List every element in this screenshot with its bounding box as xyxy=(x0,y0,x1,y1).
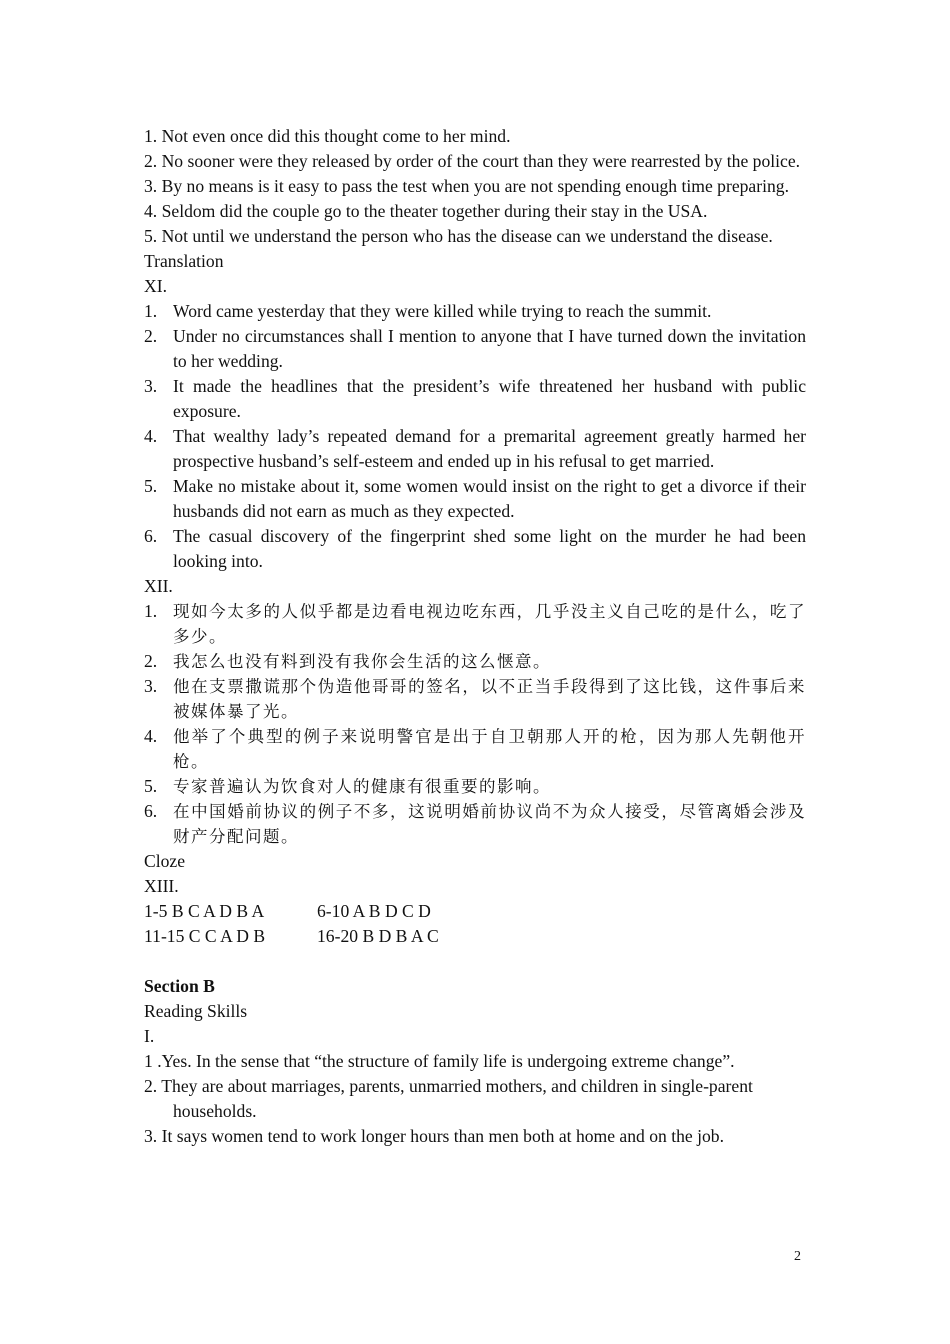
xii-item-number: 6. xyxy=(144,801,158,821)
xi-item-text: Under no circumstances shall I mention to anyone that I have turned down the invitation to her wedding. xyxy=(173,326,806,371)
xii-item-number: 4. xyxy=(144,726,158,746)
xi-item-number: 5. xyxy=(144,476,158,496)
blank-line xyxy=(144,949,806,974)
inversion-sentence-4: 4. Seldom did the couple go to the theater together during their stay in the USA. xyxy=(144,201,708,221)
xii-label: XII. xyxy=(144,576,173,596)
xi-item-text: Make no mistake about it, some women would insist on the right to get a divorce if their husbands did not earn as much as they expected. xyxy=(173,476,806,521)
xi-item-text: Word came yesterday that they were killed while trying to reach the summit. xyxy=(173,301,712,321)
xi-item xyxy=(144,374,806,424)
xii-item xyxy=(144,649,806,674)
translation-heading: Translation xyxy=(144,251,224,271)
xii-item-number: 1. xyxy=(144,601,158,621)
xi-item xyxy=(144,474,806,524)
inversion-sentence-2: 2. No sooner were they released by order of the court than they were rearrested by the police. xyxy=(144,151,801,171)
inversion-sentence-1: 1. Not even once did this thought come to her mind. xyxy=(144,126,511,146)
page-content xyxy=(144,124,806,1149)
xii-item xyxy=(144,724,806,774)
xi-item xyxy=(144,299,806,324)
xii-item xyxy=(144,674,806,724)
section-b-label: I. xyxy=(144,1026,155,1046)
cloze-answer-row xyxy=(144,899,806,924)
xi-item xyxy=(144,524,806,574)
xi-item xyxy=(144,324,806,374)
xii-item-number: 2. xyxy=(144,651,158,671)
xii-item xyxy=(144,799,806,849)
xiii-label: XIII. xyxy=(144,876,179,896)
xii-item-number: 3. xyxy=(144,676,158,696)
reading-answer-1: 1 .Yes. In the sense that “the structure of family life is undergoing extreme change”. xyxy=(144,1051,735,1071)
xi-item-text: That wealthy lady’s repeated demand for a premarital agreement greatly harmed her prospective husband’s self-esteem and ended up in his refusal to get married. xyxy=(173,426,806,471)
cloze-answers-left: 11-15 C C A D B xyxy=(144,926,266,946)
xi-item-number: 6. xyxy=(144,526,158,546)
cloze-answers-right: 16-20 B D B A C xyxy=(317,926,439,946)
cloze-answer-row xyxy=(144,924,806,949)
xii-item-text: 我怎么也没有料到没有我你会生活的这么惬意。 xyxy=(173,652,551,671)
section-b-title: Section B xyxy=(144,976,215,996)
xii-item-text: 在中国婚前协议的例子不多，这说明婚前协议尚不为众人接受，尽管离婚会涉及财产分配问题。 xyxy=(173,802,806,846)
cloze-answers-right: 6-10 A B D C D xyxy=(317,901,431,921)
cloze-heading: Cloze xyxy=(144,851,186,871)
xii-item-text: 他举了个典型的例子来说明警官是出于自卫朝那人开的枪，因为那人先朝他开枪。 xyxy=(173,727,806,771)
xii-item-text: 专家普遍认为饮食对人的健康有很重要的影响。 xyxy=(173,777,551,796)
xii-item xyxy=(144,599,806,649)
page-number: 2 xyxy=(794,1249,801,1264)
xii-item-number: 5. xyxy=(144,776,158,796)
xi-item-number: 3. xyxy=(144,376,158,396)
xii-item-text: 现如今太多的人似乎都是边看电视边吃东西，几乎没主义自己吃的是什么，吃了多少。 xyxy=(173,602,806,646)
inversion-sentence-5: 5. Not until we understand the person who has the disease can we understand the disease. xyxy=(144,226,773,246)
cloze-answers-left: 1-5 B C A D B A xyxy=(144,901,265,921)
reading-answer-2: 2. They are about marriages, parents, unmarried mothers, and children in single-parent households. xyxy=(144,1076,753,1121)
xi-item-number: 2. xyxy=(144,326,158,346)
xi-item-number: 1. xyxy=(144,301,158,321)
xi-item-text: It made the headlines that the president’s wife threatened her husband with public exposure. xyxy=(173,376,806,421)
xi-item-number: 4. xyxy=(144,426,158,446)
xii-item-text: 他在支票撒谎那个伪造他哥哥的签名，以不正当手段得到了这比钱，这件事后来被媒体暴了光。 xyxy=(173,677,806,721)
xii-item xyxy=(144,774,806,799)
reading-answer-3: 3. It says women tend to work longer hours than men both at home and on the job. xyxy=(144,1126,725,1146)
xi-item xyxy=(144,424,806,474)
xi-label: XI. xyxy=(144,276,167,296)
reading-skills-heading: Reading Skills xyxy=(144,1001,248,1021)
inversion-sentence-3: 3. By no means is it easy to pass the test when you are not spending enough time preparing. xyxy=(144,176,789,196)
xi-item-text: The casual discovery of the fingerprint shed some light on the murder he had been looking into. xyxy=(173,526,806,571)
